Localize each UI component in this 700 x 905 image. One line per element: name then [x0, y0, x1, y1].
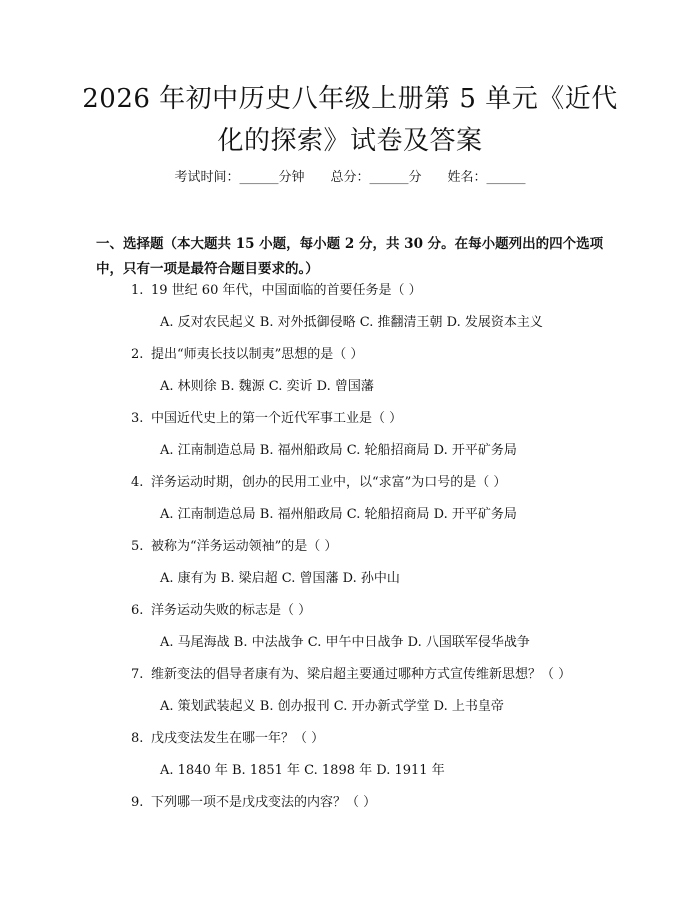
question-text: 19 世纪 60 年代，中国面临的首要任务是（ ）	[151, 283, 422, 298]
question-options: A. 反对农民起义 B. 对外抵御侵略 C. 推翻清王朝 D. 发展资本主义	[160, 315, 543, 330]
question-text: 被称为“洋务运动领袖”的是（ ）	[151, 539, 338, 554]
question-text: 提出“师夷长技以制夷”思想的是（ ）	[151, 347, 364, 362]
question-number: 2.	[131, 347, 144, 362]
question-number: 3.	[131, 411, 144, 426]
question-number: 7.	[131, 667, 144, 682]
question-options: A. 江南制造总局 B. 福州船政局 C. 轮船招商局 D. 开平矿务局	[160, 443, 517, 458]
question-stem	[131, 729, 324, 749]
question-number: 1.	[131, 283, 144, 298]
question-stem	[131, 793, 376, 813]
question-stem	[131, 473, 506, 493]
question-text: 中国近代史上的第一个近代军事工业是（ ）	[151, 411, 403, 426]
question-options: A. 1840 年 B. 1851 年 C. 1898 年 D. 1911 年	[160, 763, 445, 778]
section-heading-choice: 一、选择题（本大题共 15 小题，每小题 2 分，共 30 分。在每小题列出的四个选项中，只有一项是最符合题目要求的。）	[96, 236, 604, 277]
question-number: 6.	[131, 603, 144, 618]
question-text: 维新变法的倡导者康有为、梁启超主要通过哪种方式宣传维新思想？（ ）	[151, 667, 572, 682]
question-stem	[131, 601, 311, 621]
question-stem	[131, 281, 422, 301]
question-stem	[131, 409, 402, 429]
question-number: 4.	[131, 475, 144, 490]
exam-time-field: 考试时间：______分钟	[174, 170, 305, 185]
question-number: 5.	[131, 539, 144, 554]
question-options: A. 马尾海战 B. 中法战争 C. 甲午中日战争 D. 八国联军侵华战争	[160, 635, 530, 650]
question-number: 8.	[131, 731, 144, 746]
question-options: A. 康有为 B. 梁启超 C. 曾国藩 D. 孙中山	[160, 571, 400, 586]
question-stem	[131, 537, 337, 557]
question-text: 戊戌变法发生在哪一年？（ ）	[151, 731, 325, 746]
page-title: 2026 年初中历史八年级上册第 5 单元《近代化的探索》试卷及答案	[82, 84, 618, 156]
student-name-field: 姓名：______	[447, 170, 526, 185]
total-score-field: 总分：______分	[330, 170, 422, 185]
question-stem	[131, 665, 571, 685]
question-text: 洋务运动时期，创办的民用工业中，以“求富”为口号的是（ ）	[151, 475, 507, 490]
question-options: A. 江南制造总局 B. 福州船政局 C. 轮船招商局 D. 开平矿务局	[160, 507, 517, 522]
question-text: 洋务运动失败的标志是（ ）	[151, 603, 312, 618]
question-number: 9.	[131, 795, 144, 810]
question-stem	[131, 345, 363, 365]
exam-meta	[0, 168, 700, 188]
question-options: A. 林则徐 B. 魏源 C. 奕䜣 D. 曾国藩	[160, 379, 374, 394]
question-text: 下列哪一项不是戊戌变法的内容？（ ）	[151, 795, 377, 810]
question-options: A. 策划武装起义 B. 创办报刊 C. 开办新式学堂 D. 上书皇帝	[160, 699, 504, 714]
